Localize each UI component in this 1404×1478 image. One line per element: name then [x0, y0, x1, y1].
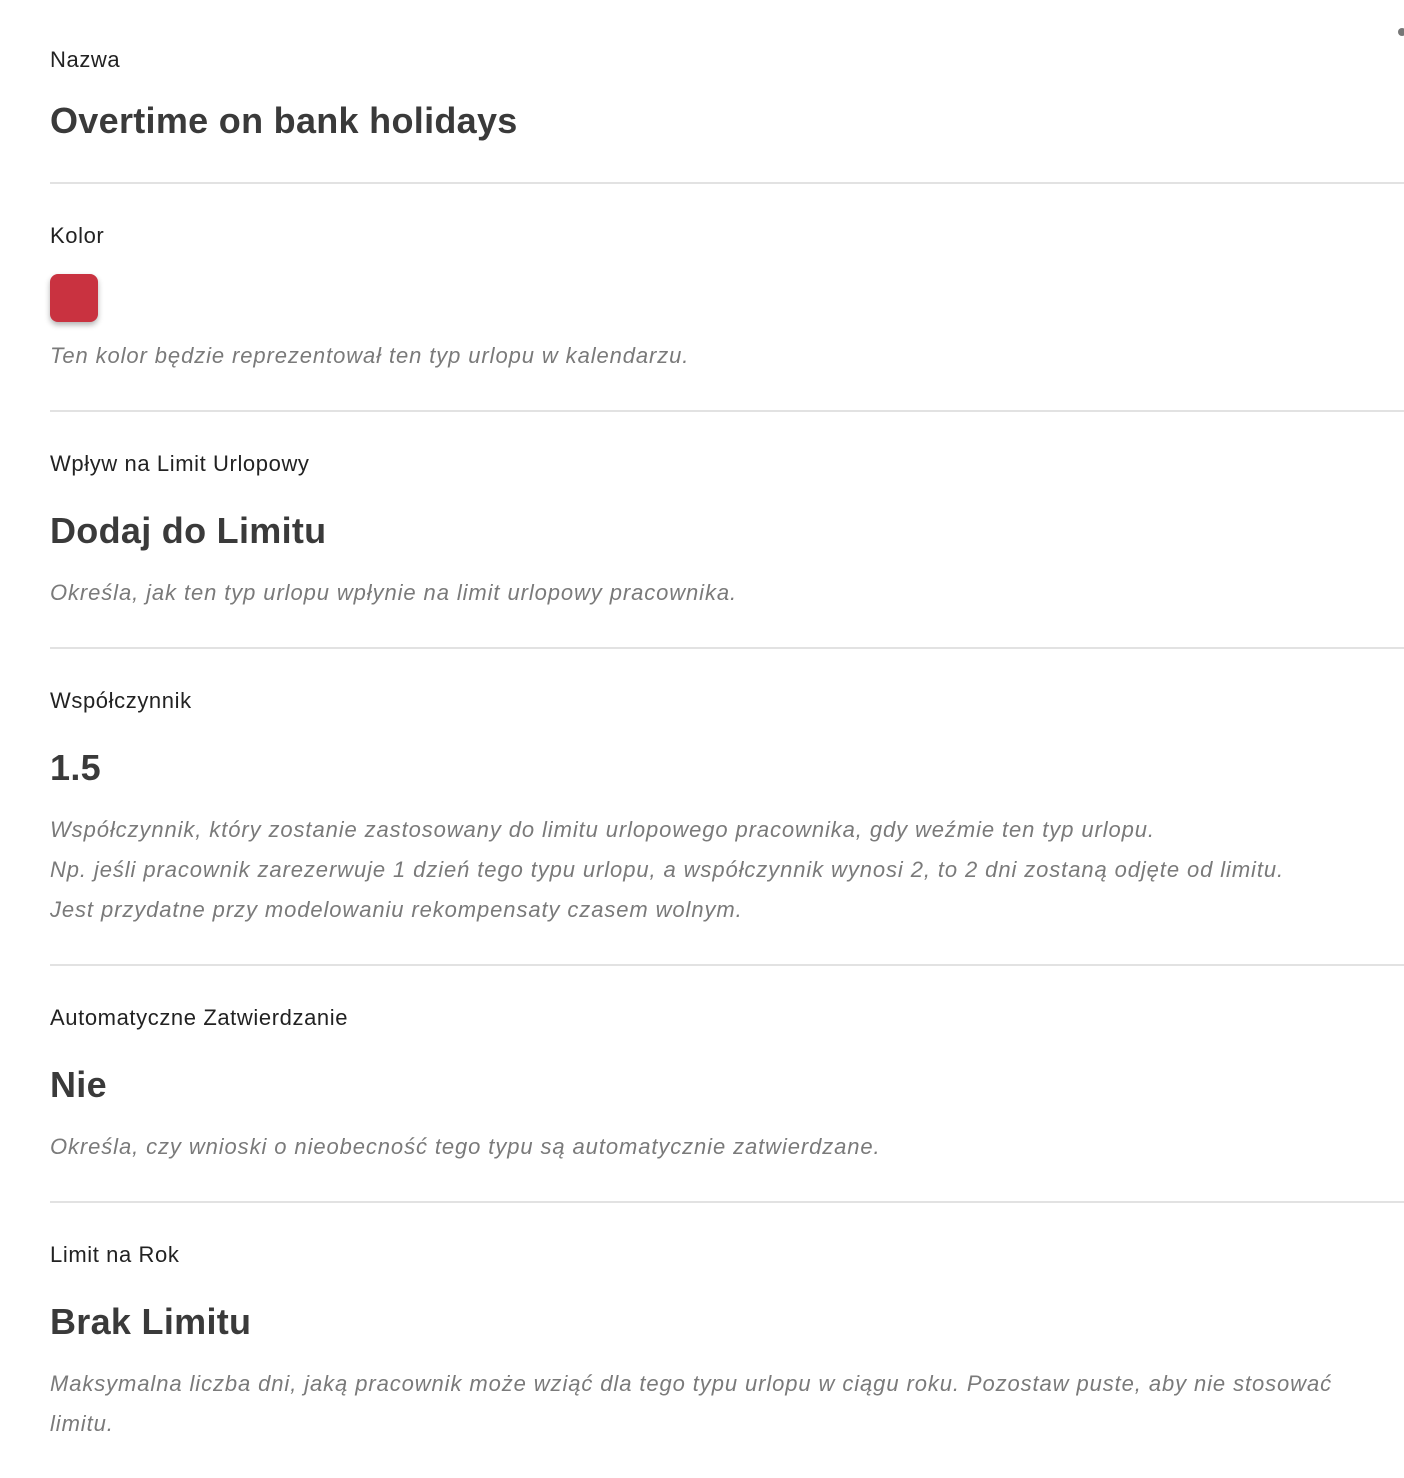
- field-yearly-limit: [50, 1203, 1404, 1478]
- help-line: Jest przydatne przy modelowaniu rekompensaty czasem wolnym.: [50, 897, 743, 922]
- field-limit-impact: [50, 412, 1404, 649]
- field-help: Ten kolor będzie reprezentował ten typ urlopu w kalendarzu.: [50, 343, 690, 368]
- field-auto-approval: [50, 966, 1404, 1203]
- field-color: [50, 184, 1404, 412]
- help-line: Np. jeśli pracownik zarezerwuje 1 dzień tego typu urlopu, a współczynnik wynosi 2, to 2 dni zostaną odjęte od limitu.: [50, 857, 1285, 882]
- field-value: Dodaj do Limitu: [50, 510, 327, 551]
- field-label: Współczynnik: [50, 688, 192, 713]
- field-label: Kolor: [50, 223, 105, 248]
- field-value: Brak Limitu: [50, 1301, 252, 1342]
- field-value: Nie: [50, 1064, 107, 1105]
- color-swatch[interactable]: [50, 274, 98, 322]
- field-value: Overtime on bank holidays: [50, 100, 518, 141]
- field-help: Określa, jak ten typ urlopu wpłynie na limit urlopowy pracownika.: [50, 580, 738, 605]
- field-coefficient: [50, 649, 1404, 966]
- field-help: Określa, czy wnioski o nieobecność tego typu są automatycznie zatwierdzane.: [50, 1134, 881, 1159]
- help-line: Współczynnik, który zostanie zastosowany do limitu urlopowego pracownika, gdy weźmie ten typ urlopu.: [50, 817, 1155, 842]
- field-label: Limit na Rok: [50, 1242, 180, 1267]
- field-help: Maksymalna liczba dni, jaką pracownik może wziąć dla tego typu urlopu w ciągu roku. Pozostaw puste, aby nie stosować limitu.: [50, 1371, 1332, 1436]
- field-label: Wpływ na Limit Urlopowy: [50, 451, 310, 476]
- field-name: [50, 0, 1404, 184]
- field-value: 1.5: [50, 747, 101, 788]
- field-label: Nazwa: [50, 47, 121, 72]
- scrollbar-indicator[interactable]: [1398, 28, 1404, 36]
- field-help: [50, 810, 1404, 930]
- field-label: Automatyczne Zatwierdzanie: [50, 1005, 349, 1030]
